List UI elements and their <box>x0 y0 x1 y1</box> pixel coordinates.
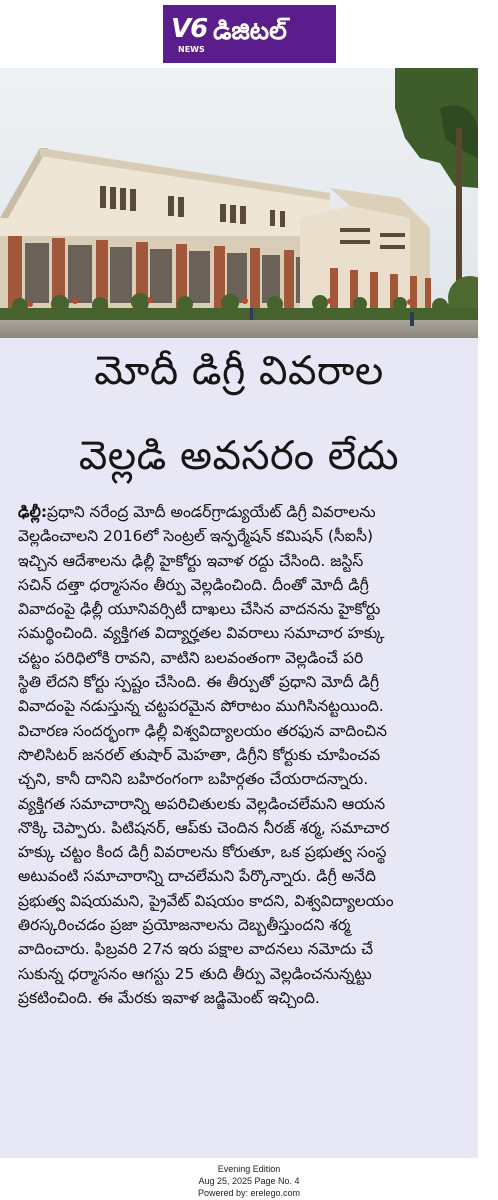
body-line: వెల్లడించాలని 2016లో సెంట్రల్ ఇన్ఫర్మేషన్ కమిషన్ (సీఐసీ) <box>18 527 374 546</box>
footer-date-page: Aug 25, 2025 Page No. 4 <box>198 1176 300 1186</box>
dateline: ఢిల్లీ: <box>18 503 48 521</box>
building-photo <box>0 68 478 338</box>
footer-edition: Evening Edition <box>217 1164 281 1174</box>
body-line: నొక్కి చెప్పారు. పిటిషనర్, ఆప్‌కు చెందిన నీరజ్ శర్మ, సమాచార <box>18 818 390 837</box>
body-line: వివాదంపై నడుస్తున్న చట్టపరమైన పోరాటం ముగిసినట్టయింది. <box>18 697 384 716</box>
body-line: సుకున్న ధర్మాసనం ఆగస్టు 25 తుది తీర్పు వెల్లడించనున్నట్టు <box>18 964 372 983</box>
headline-line-1: మోదీ డిగ్రీ వివరాల <box>94 348 384 394</box>
body-line: విచారణ సందర్భంగా ఢిల్లీ విశ్వవిద్యాలయం తరఫున వాదించిన <box>18 721 387 740</box>
body-line: తిరస్కరించడం ప్రజా ప్రయోజనాలను దెబ్బతీస్తుందని శర్మ <box>18 916 351 935</box>
v6-logo <box>169 12 209 56</box>
body-line: వివాదంపై ఢిల్లీ యూనివర్సిటీ దాఖలు చేసిన వాదనను హైకోర్టు <box>18 600 381 619</box>
court-building-image <box>0 68 478 338</box>
body-line: స్థితి లేదని కోర్టు స్పష్టం చేసింది. ఈ తీర్పుతో ప్రధాని మోదీ డిగ్రీ <box>18 673 380 692</box>
brand-banner <box>163 5 336 63</box>
body-line <box>18 500 470 524</box>
body-line: సచిన్ దత్తా ధర్మాసనం తీర్పు వెల్లడించింది. దీంతో మోదీ డిగ్రీ <box>18 575 369 594</box>
body-line: సమర్థించింది. వ్యక్తిగత విద్యార్హతల వివరాలు సమాచార హక్కు <box>18 624 385 643</box>
headline-line-2: వెల్లడి అవసరం లేదు <box>78 433 400 479</box>
article-body <box>18 500 470 1010</box>
body-line: సొలిసిటర్ జనరల్ తుషార్ మెహతా, డిగ్రీని కోర్టుకు చూపించవ <box>18 745 381 764</box>
body-line: అటువంటి సమాచారాన్ని దాచలేమని పేర్కొన్నారు. డిగ్రీ అనేది <box>18 867 376 886</box>
body-line: ప్రకటించింది. ఈ మేరకు ఇవాళ జడ్జిమెంట్ ఇచ్చింది. <box>18 988 320 1007</box>
body-line: చట్టం పరిధిలోకి రావని, వాటిని బలవంతంగా వెల్లడించే పరి <box>18 648 364 667</box>
brand-name: డిజిటల్ <box>213 16 287 45</box>
body-line-text: ప్రధాని నరేంద్ర మోదీ అండర్‌గ్రాడ్యుయేట్ డిగ్రీ వివరాలను <box>47 503 376 521</box>
footer-powered-link[interactable]: Powered by: erelego.com <box>197 1188 301 1198</box>
body-line: చ్చని, కానీ దానిని బహిరంగంగా బహిర్గతం చేయరాదన్నారు. <box>18 770 369 789</box>
logo-text: V6 <box>171 14 208 44</box>
body-line: వ్యక్తిగత సమాచారాన్ని అపరిచితులకు వెల్లడించలేమని ఆయన <box>18 794 386 813</box>
body-line: హక్కు చట్టం కింద డిగ్రీ వివరాలను కోరుతూ, ఒక ప్రభుత్వ సంస్థ <box>18 843 387 862</box>
logo-subtext: NEWS <box>178 45 205 54</box>
body-line: ప్రభుత్వ విషయమని, ప్రైవేట్ విషయం కాదని, విశ్వవిద్యాలయం <box>18 891 394 910</box>
body-line: ఇచ్చిన ఆదేశాలను ఢిల్లీ హైకోర్టు ఇవాళ రద్దు చేసింది. జస్టిస్ <box>18 551 364 570</box>
article-card <box>0 68 478 1158</box>
body-line: వాదించారు. ఫిబ్రవరి 27న ఇరు పక్షాల వాదనలు నమోదు చే <box>18 940 374 959</box>
